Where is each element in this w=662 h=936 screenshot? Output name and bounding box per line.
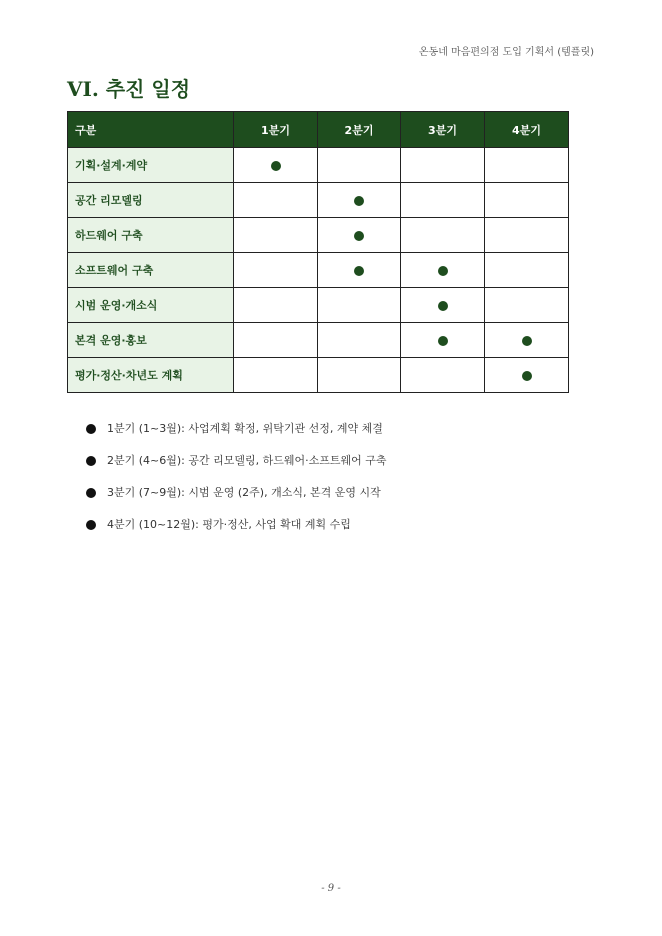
list-item (86, 484, 387, 516)
note-text: 1분기 (1~3월): 사업계획 확정, 위탁기관 선정, 계약 체결 (107, 422, 383, 435)
quarter-cell (485, 183, 569, 218)
schedule-mark-icon (354, 196, 364, 206)
quarter-cell (234, 288, 318, 323)
quarter-cell (485, 323, 569, 358)
quarter-cell (234, 323, 318, 358)
bullet-icon (86, 520, 96, 530)
quarter-cell (234, 253, 318, 288)
schedule-mark-icon (354, 231, 364, 241)
quarter-cell (318, 148, 401, 183)
row-label: 하드웨어 구축 (68, 218, 234, 253)
schedule-mark-icon (354, 266, 364, 276)
list-item (86, 516, 387, 548)
column-header-category: 구분 (68, 112, 234, 148)
quarter-cell (234, 358, 318, 393)
schedule-mark-icon (438, 336, 448, 346)
schedule-mark-icon (438, 266, 448, 276)
quarter-cell (401, 218, 485, 253)
table-row (68, 323, 569, 358)
table-row (68, 183, 569, 218)
bullet-icon (86, 488, 96, 498)
quarter-cell (401, 358, 485, 393)
quarter-cell (318, 183, 401, 218)
list-item (86, 452, 387, 484)
table-row (68, 148, 569, 183)
page-number: - 9 - (321, 883, 341, 894)
row-label: 평가·정산·차년도 계획 (68, 358, 234, 393)
section-title: VI. 추진 일정 (67, 77, 191, 101)
bullet-icon (86, 424, 96, 434)
quarter-cell (318, 253, 401, 288)
row-label: 공간 리모델링 (68, 183, 234, 218)
quarter-cell (485, 358, 569, 393)
quarter-cell (485, 148, 569, 183)
quarter-cell (485, 218, 569, 253)
quarter-cell (318, 288, 401, 323)
schedule-mark-icon (522, 336, 532, 346)
quarter-cell (485, 288, 569, 323)
quarter-cell (234, 218, 318, 253)
column-header-q2: 2분기 (318, 112, 401, 148)
row-label: 기획·설계·계약 (68, 148, 234, 183)
quarter-cell (318, 218, 401, 253)
note-text: 3분기 (7~9월): 시범 운영 (2주), 개소식, 본격 운영 시작 (107, 486, 381, 499)
column-header-q3: 3분기 (401, 112, 485, 148)
quarter-cell (485, 253, 569, 288)
table-row (68, 218, 569, 253)
column-header-q1: 1분기 (234, 112, 318, 148)
quarter-cell (401, 323, 485, 358)
schedule-table (67, 111, 569, 393)
schedule-header-row (68, 112, 569, 148)
quarter-notes-list (86, 420, 387, 548)
running-header: 온동네 마음편의점 도입 기획서 (템플릿) (418, 47, 594, 58)
column-header-q4: 4분기 (485, 112, 569, 148)
quarter-cell (234, 183, 318, 218)
schedule-mark-icon (438, 301, 448, 311)
note-text: 4분기 (10~12월): 평가·정산, 사업 확대 계획 수립 (107, 518, 351, 531)
note-text: 2분기 (4~6월): 공간 리모델링, 하드웨어·소프트웨어 구축 (107, 454, 387, 467)
quarter-cell (401, 288, 485, 323)
schedule-mark-icon (271, 161, 281, 171)
quarter-cell (401, 148, 485, 183)
table-row (68, 288, 569, 323)
quarter-cell (318, 323, 401, 358)
quarter-cell (234, 148, 318, 183)
quarter-cell (401, 253, 485, 288)
row-label: 소프트웨어 구축 (68, 253, 234, 288)
quarter-cell (318, 358, 401, 393)
bullet-icon (86, 456, 96, 466)
list-item (86, 420, 387, 452)
schedule-mark-icon (522, 371, 532, 381)
quarter-cell (401, 183, 485, 218)
row-label: 시범 운영·개소식 (68, 288, 234, 323)
table-row (68, 253, 569, 288)
row-label: 본격 운영·홍보 (68, 323, 234, 358)
table-row (68, 358, 569, 393)
